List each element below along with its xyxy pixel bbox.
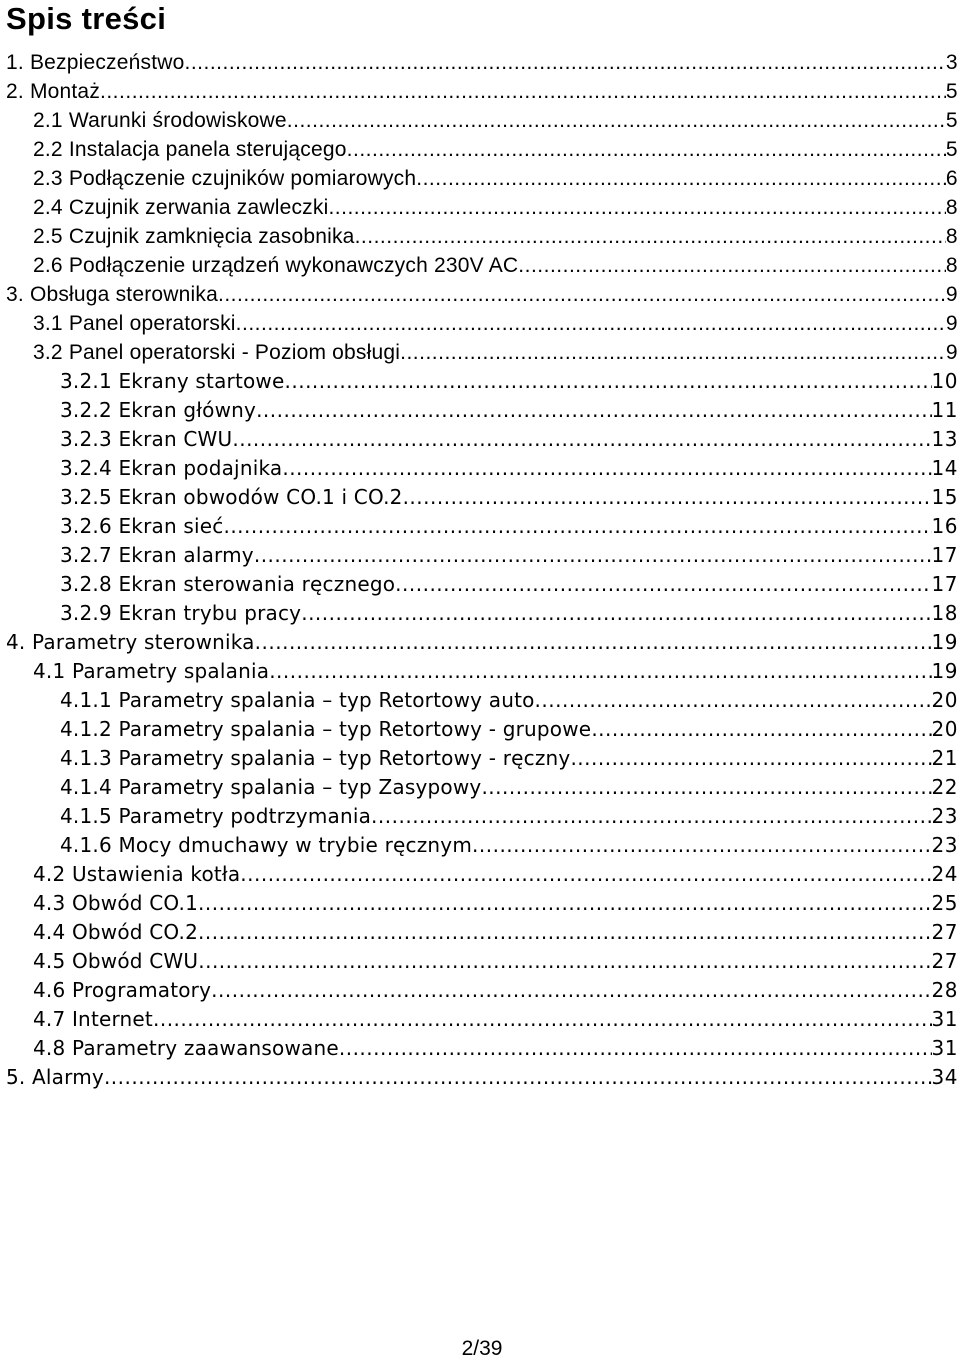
toc-entry[interactable]: [0, 1005, 960, 1034]
toc-entry[interactable]: [0, 425, 960, 454]
toc-entry-label: 4.4 Obwód CO.2: [33, 920, 199, 944]
toc-entry-label: 5. Alarmy: [6, 1065, 104, 1089]
toc-entry-label: 4.1.3 Parametry spalania – typ Retortowy - ręczny: [60, 746, 571, 770]
toc-entry-page: 28: [931, 978, 958, 1002]
toc-entry[interactable]: [0, 48, 960, 77]
toc-leader-dots: [328, 193, 945, 222]
toc-entry-page: 8: [945, 196, 958, 219]
toc-entry-label: 1. Bezpieczeństwo: [6, 51, 185, 74]
toc-entry-page: 31: [931, 1007, 958, 1031]
toc-leader-dots: [104, 1063, 932, 1092]
toc-entry-label: 3.2 Panel operatorski - Poziom obsługi: [33, 341, 401, 364]
toc-entry-label: 3.2.9 Ekran trybu pracy: [60, 601, 302, 625]
toc-leader-dots: [185, 48, 946, 77]
toc-leader-dots: [403, 483, 932, 512]
toc-entry-page: 9: [945, 312, 958, 335]
toc-entry-page: 20: [931, 717, 958, 741]
toc-leader-dots: [347, 135, 946, 164]
toc-entry-page: 13: [931, 427, 958, 451]
toc-entry-label: 4.3 Obwód CO.1: [33, 891, 199, 915]
page-number: [0, 1334, 960, 1364]
toc-entry-page: 27: [931, 949, 958, 973]
toc-entry-page: 19: [931, 659, 958, 683]
toc-leader-dots: [518, 251, 946, 280]
toc-entry-label: 4.1.5 Parametry podtrzymania: [60, 804, 372, 828]
toc-entry-label: 3.2.7 Ekran alarmy: [60, 543, 254, 567]
toc-entry-label: 4.5 Obwód CWU: [33, 949, 199, 973]
toc-entry-label: 3.2.8 Ekran sterowania ręcznego: [60, 572, 396, 596]
toc-entry-page: 34: [931, 1065, 958, 1089]
toc-entry[interactable]: [0, 860, 960, 889]
toc-leader-dots: [282, 454, 931, 483]
toc-entry-label: 2.4 Czujnik zerwania zawleczki: [33, 196, 329, 219]
page-title: Spis treści: [6, 1, 167, 36]
toc-entry[interactable]: [0, 976, 960, 1005]
toc-entry-label: 4.8 Parametry zaawansowane: [33, 1036, 339, 1060]
toc-entry[interactable]: [0, 396, 960, 425]
toc-entry-label: 2.5 Czujnik zamknięcia zasobnika: [33, 225, 355, 248]
toc-entry-page: 18: [931, 601, 958, 625]
toc-leader-dots: [371, 802, 932, 831]
toc-entry[interactable]: [0, 483, 960, 512]
toc-leader-dots: [481, 773, 931, 802]
toc-entry-label: 3.2.3 Ekran CWU: [60, 427, 233, 451]
toc-entry-label: 3.2.4 Ekran podajnika: [60, 456, 283, 480]
toc-entry[interactable]: [0, 686, 960, 715]
toc-entry[interactable]: [0, 222, 960, 251]
toc-leader-dots: [416, 164, 946, 193]
toc-entry-page: 8: [945, 225, 958, 248]
toc-entry-page: 20: [931, 688, 958, 712]
toc-entry-label: 4.7 Internet: [33, 1007, 153, 1031]
toc-entry-page: 21: [931, 746, 958, 770]
toc-entry-page: 17: [931, 572, 958, 596]
toc-entry[interactable]: [0, 338, 960, 367]
toc-entry-label: 3.2.5 Ekran obwodów CO.1 i CO.2: [60, 485, 403, 509]
toc-leader-dots: [269, 657, 931, 686]
toc-leader-dots: [472, 831, 932, 860]
toc-entry-label: 4.1.2 Parametry spalania – typ Retortowy - grupowe: [60, 717, 592, 741]
toc-entry-label: 3.2.6 Ekran sieć: [60, 514, 224, 538]
toc-leader-dots: [285, 367, 932, 396]
toc-leader-dots: [198, 889, 932, 918]
table-of-contents: [0, 48, 960, 1092]
toc-leader-dots: [211, 976, 931, 1005]
toc-entry[interactable]: [0, 454, 960, 483]
toc-entry-label: 3. Obsługa sterownika: [6, 283, 218, 306]
toc-entry[interactable]: [0, 889, 960, 918]
toc-leader-dots: [535, 686, 932, 715]
toc-entry[interactable]: [0, 802, 960, 831]
toc-leader-dots: [301, 599, 931, 628]
toc-leader-dots: [100, 77, 946, 106]
toc-entry[interactable]: [0, 1034, 960, 1063]
toc-entry-page: 5: [945, 138, 958, 161]
toc-entry-page: 24: [931, 862, 958, 886]
toc-leader-dots: [236, 309, 946, 338]
toc-entry[interactable]: [0, 193, 960, 222]
toc-leader-dots: [198, 947, 931, 976]
toc-entry-page: 5: [945, 80, 958, 103]
toc-entry[interactable]: [0, 309, 960, 338]
toc-leader-dots: [254, 541, 932, 570]
toc-entry[interactable]: [0, 541, 960, 570]
toc-leader-dots: [395, 570, 931, 599]
toc-entry-label: 4.6 Programatory: [33, 978, 212, 1002]
toc-entry-page: 5: [945, 109, 958, 132]
toc-entry[interactable]: [0, 164, 960, 193]
toc-entry-page: 9: [945, 283, 958, 306]
toc-leader-dots: [223, 512, 931, 541]
page-number-text: 2/39: [461, 1337, 503, 1360]
toc-entry-page: 23: [931, 804, 958, 828]
toc-entry[interactable]: [0, 135, 960, 164]
toc-entry-page: 19: [931, 630, 958, 654]
toc-leader-dots: [256, 396, 931, 425]
toc-entry[interactable]: [0, 280, 960, 309]
toc-entry-label: 4.1.4 Parametry spalania – typ Zasypowy: [60, 775, 482, 799]
toc-entry-page: 11: [931, 398, 958, 422]
toc-entry-label: 2. Montaż: [6, 80, 101, 103]
toc-entry-label: 3.1 Panel operatorski: [33, 312, 236, 335]
toc-leader-dots: [232, 425, 931, 454]
toc-leader-dots: [240, 860, 931, 889]
toc-entry-label: 2.6 Podłączenie urządzeń wykonawczych 230V AC: [33, 254, 519, 277]
toc-entry[interactable]: [0, 599, 960, 628]
toc-entry-label: 4.1 Parametry spalania: [33, 659, 270, 683]
toc-entry-page: 17: [931, 543, 958, 567]
toc-entry-label: 3.2.1 Ekrany startowe: [60, 369, 285, 393]
toc-entry-label: 4. Parametry sterownika: [6, 630, 255, 654]
toc-entry-label: 4.1.6 Mocy dmuchawy w trybie ręcznym: [60, 833, 473, 857]
toc-entry-page: 23: [931, 833, 958, 857]
toc-entry[interactable]: [0, 628, 960, 657]
toc-leader-dots: [153, 1005, 932, 1034]
toc-entry[interactable]: [0, 773, 960, 802]
toc-entry-page: 15: [931, 485, 958, 509]
toc-leader-dots: [287, 106, 946, 135]
toc-entry[interactable]: [0, 512, 960, 541]
toc-entry-page: 27: [931, 920, 958, 944]
toc-leader-dots: [400, 338, 946, 367]
toc-entry[interactable]: [0, 1063, 960, 1092]
toc-leader-dots: [355, 222, 946, 251]
toc-entry-page: 25: [931, 891, 958, 915]
toc-entry[interactable]: [0, 744, 960, 773]
toc-entry-page: 10: [931, 369, 958, 393]
toc-entry-label: 2.2 Instalacja panela sterującego: [33, 138, 347, 161]
toc-entry[interactable]: [0, 77, 960, 106]
toc-entry[interactable]: [0, 831, 960, 860]
toc-entry-label: 2.3 Podłączenie czujników pomiarowych: [33, 167, 417, 190]
toc-entry[interactable]: [0, 367, 960, 396]
toc-leader-dots: [339, 1034, 932, 1063]
toc-entry-label: 2.1 Warunki środowiskowe: [33, 109, 287, 132]
toc-entry-label: 3.2.2 Ekran główny: [60, 398, 257, 422]
toc-entry-page: 6: [945, 167, 958, 190]
toc-entry-label: 4.2 Ustawienia kotła: [33, 862, 241, 886]
toc-entry-page: 31: [931, 1036, 958, 1060]
toc-leader-dots: [218, 280, 946, 309]
toc-entry[interactable]: [0, 570, 960, 599]
toc-entry-label: 4.1.1 Parametry spalania – typ Retortowy auto: [60, 688, 535, 712]
toc-leader-dots: [198, 918, 932, 947]
toc-leader-dots: [570, 744, 931, 773]
toc-entry-page: 14: [931, 456, 958, 480]
toc-entry[interactable]: [0, 106, 960, 135]
toc-entry-page: 8: [945, 254, 958, 277]
toc-entry[interactable]: [0, 251, 960, 280]
toc-leader-dots: [591, 715, 931, 744]
toc-entry-page: 9: [945, 341, 958, 364]
toc-leader-dots: [255, 628, 932, 657]
toc-entry-page: 3: [945, 51, 958, 74]
toc-entry-page: 16: [931, 514, 958, 538]
toc-entry[interactable]: [0, 918, 960, 947]
toc-entry[interactable]: [0, 947, 960, 976]
toc-entry[interactable]: [0, 657, 960, 686]
toc-entry-page: 22: [931, 775, 958, 799]
toc-entry[interactable]: [0, 715, 960, 744]
